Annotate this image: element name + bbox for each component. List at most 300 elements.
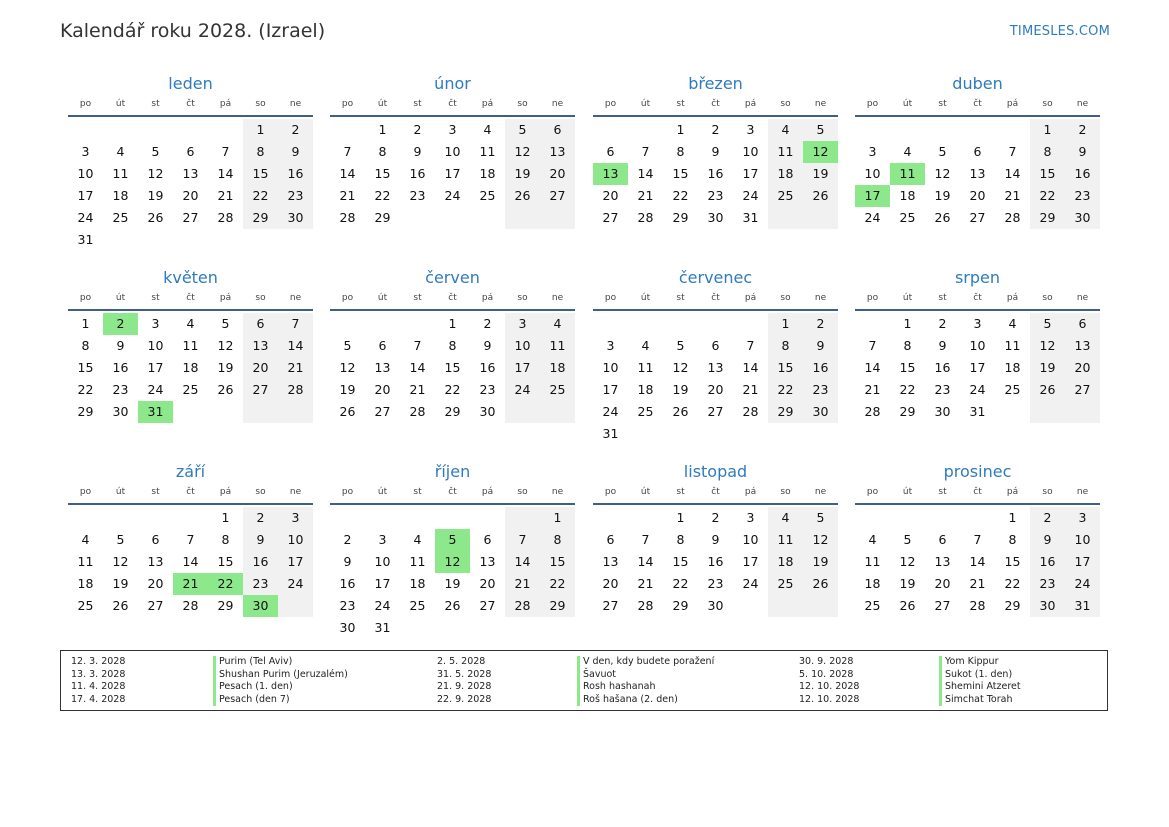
empty-cell	[768, 595, 803, 617]
day-cell: 8	[448, 338, 457, 353]
day-cell: 10	[374, 554, 391, 569]
day-cell: 27	[374, 404, 391, 419]
day-cell: 17	[505, 357, 540, 379]
days-grid	[330, 119, 575, 229]
weekday-label: st	[151, 99, 160, 109]
day-cell: 20	[969, 188, 986, 203]
month-6	[330, 267, 575, 423]
legend-holiday-name: Purim (Tel Aviv)	[213, 656, 292, 669]
day-cell: 16	[934, 360, 951, 375]
day-cell: 6	[540, 119, 575, 141]
weekday-label: st	[151, 293, 160, 303]
legend-date: 13. 3. 2028	[71, 668, 126, 680]
day-cell: 11	[182, 338, 199, 353]
day-cell: 6	[243, 313, 278, 335]
empty-cell	[435, 507, 470, 529]
empty-cell	[593, 119, 628, 141]
day-cell: 16	[1065, 163, 1100, 185]
weekday-label: po	[79, 487, 92, 497]
day-cell: 24	[602, 404, 619, 419]
day-cell: 5	[676, 338, 685, 353]
day-cell: 22	[768, 379, 803, 401]
day-cell: 19	[1030, 357, 1065, 379]
day-cell: 3	[448, 122, 457, 137]
day-cell: 26	[112, 598, 129, 613]
day-cell: 2	[1065, 119, 1100, 141]
day-cell: 9	[483, 338, 492, 353]
weekday-label: po	[341, 487, 354, 497]
day-cell: 23	[707, 576, 724, 591]
day-cell: 18	[112, 188, 129, 203]
day-cell: 9	[413, 144, 422, 159]
weekday-header	[593, 291, 838, 311]
day-cell: 26	[217, 382, 234, 397]
day-cell: 24	[742, 576, 759, 591]
weekday-label: so	[255, 487, 266, 497]
day-cell: 30	[707, 598, 724, 613]
day-cell: 24	[444, 188, 461, 203]
day-cell: 30	[339, 620, 356, 635]
day-cell: 13	[707, 360, 724, 375]
day-cell: 21	[339, 188, 356, 203]
empty-cell	[400, 507, 435, 529]
day-cell: 12	[803, 529, 838, 551]
day-cell: 2	[278, 119, 313, 141]
day-cell: 22	[899, 382, 916, 397]
weekday-label: út	[640, 99, 651, 109]
days-grid	[68, 507, 313, 617]
day-cell: 28	[505, 595, 540, 617]
month-name: červen	[425, 268, 480, 287]
day-cell: 28	[339, 210, 356, 225]
empty-cell	[278, 401, 313, 423]
day-cell: 23	[278, 185, 313, 207]
holiday-day-cell: 11	[890, 163, 925, 185]
holiday-day-cell: 31	[138, 401, 173, 423]
legend-date: 31. 5. 2028	[437, 668, 492, 680]
day-cell: 5	[803, 119, 838, 141]
day-cell: 3	[746, 510, 755, 525]
day-cell: 22	[444, 382, 461, 397]
day-cell: 12	[217, 338, 234, 353]
day-cell: 4	[903, 144, 912, 159]
day-cell: 5	[116, 532, 125, 547]
weekday-label: ne	[1076, 487, 1089, 497]
day-cell: 3	[973, 316, 982, 331]
day-cell: 23	[707, 188, 724, 203]
empty-cell	[628, 507, 663, 529]
day-cell: 19	[803, 163, 838, 185]
day-cell: 6	[606, 144, 615, 159]
day-cell: 21	[864, 382, 881, 397]
day-cell: 28	[182, 598, 199, 613]
empty-cell	[855, 507, 890, 529]
day-cell: 29	[540, 595, 575, 617]
day-cell: 25	[899, 210, 916, 225]
day-cell: 9	[1030, 529, 1065, 551]
day-cell: 4	[1008, 316, 1017, 331]
day-cell: 27	[540, 185, 575, 207]
day-cell: 15	[540, 551, 575, 573]
day-cell: 27	[969, 210, 986, 225]
day-cell: 14	[637, 166, 654, 181]
day-cell: 23	[243, 573, 278, 595]
legend-date: 12. 10. 2028	[799, 693, 860, 705]
weekday-label: čt	[711, 293, 720, 303]
empty-cell	[890, 119, 925, 141]
empty-cell	[628, 119, 663, 141]
day-cell: 24	[1065, 573, 1100, 595]
day-cell: 16	[243, 551, 278, 573]
empty-cell	[505, 401, 540, 423]
empty-cell	[208, 229, 243, 251]
day-cell: 2	[343, 532, 352, 547]
day-cell: 7	[278, 313, 313, 335]
day-cell: 18	[637, 382, 654, 397]
weekday-label: st	[676, 99, 685, 109]
weekday-header	[855, 485, 1100, 505]
holiday-day-cell: 21	[173, 573, 208, 595]
day-cell: 4	[768, 119, 803, 141]
weekday-label: čt	[973, 99, 982, 109]
empty-cell	[925, 119, 960, 141]
day-cell: 20	[243, 357, 278, 379]
weekday-label: ne	[551, 487, 564, 497]
day-cell: 29	[444, 404, 461, 419]
weekday-label: st	[413, 99, 422, 109]
days-grid	[68, 119, 313, 251]
day-cell: 10	[505, 335, 540, 357]
weekday-label: po	[604, 293, 617, 303]
day-cell: 13	[243, 335, 278, 357]
day-cell: 1	[540, 507, 575, 529]
day-cell: 26	[147, 210, 164, 225]
empty-cell	[698, 423, 733, 445]
day-cell: 8	[1030, 141, 1065, 163]
empty-cell	[628, 313, 663, 335]
day-cell: 26	[505, 185, 540, 207]
day-cell: 22	[1004, 576, 1021, 591]
weekday-label: ne	[551, 99, 564, 109]
weekday-header	[330, 291, 575, 311]
empty-cell	[278, 595, 313, 617]
day-cell: 15	[217, 554, 234, 569]
weekday-label: ne	[551, 293, 564, 303]
empty-cell	[173, 229, 208, 251]
day-cell: 3	[1065, 507, 1100, 529]
day-cell: 23	[1030, 573, 1065, 595]
weekday-label: pá	[1006, 99, 1019, 109]
weekday-label: so	[780, 293, 791, 303]
empty-cell	[470, 617, 505, 639]
month-11	[593, 461, 838, 617]
day-cell: 3	[278, 507, 313, 529]
day-cell: 7	[1008, 144, 1017, 159]
weekday-label: so	[517, 487, 528, 497]
day-cell: 23	[112, 382, 129, 397]
day-cell: 17	[77, 188, 94, 203]
empty-cell	[243, 229, 278, 251]
empty-cell	[470, 507, 505, 529]
day-cell: 6	[483, 532, 492, 547]
days-grid	[330, 507, 575, 639]
day-cell: 31	[77, 232, 94, 247]
day-cell: 12	[899, 554, 916, 569]
day-cell: 27	[182, 210, 199, 225]
day-cell: 29	[1004, 598, 1021, 613]
month-name: září	[175, 462, 206, 481]
day-cell: 27	[707, 404, 724, 419]
day-cell: 27	[934, 598, 951, 613]
weekday-label: út	[377, 487, 388, 497]
month-10	[330, 461, 575, 639]
weekday-label: út	[115, 99, 126, 109]
day-cell: 18	[864, 576, 881, 591]
day-cell: 5	[343, 338, 352, 353]
weekday-label: so	[255, 99, 266, 109]
legend-holiday-name: Yom Kippur	[939, 656, 998, 669]
day-cell: 19	[899, 576, 916, 591]
days-grid	[593, 313, 838, 445]
day-cell: 3	[81, 144, 90, 159]
day-cell: 16	[803, 357, 838, 379]
day-cell: 19	[147, 188, 164, 203]
day-cell: 14	[339, 166, 356, 181]
day-cell: 19	[112, 576, 129, 591]
holiday-day-cell: 17	[855, 185, 890, 207]
day-cell: 7	[641, 532, 650, 547]
day-cell: 4	[81, 532, 90, 547]
empty-cell	[540, 617, 575, 639]
empty-cell	[173, 401, 208, 423]
day-cell: 8	[1008, 532, 1017, 547]
day-cell: 24	[147, 382, 164, 397]
empty-cell	[470, 207, 505, 229]
days-grid	[593, 507, 838, 617]
day-cell: 29	[899, 404, 916, 419]
day-cell: 21	[505, 573, 540, 595]
day-cell: 1	[243, 119, 278, 141]
weekday-label: ne	[814, 99, 827, 109]
weekday-label: so	[1042, 293, 1053, 303]
day-cell: 24	[742, 188, 759, 203]
legend-holiday-name: Shemini Atzeret	[939, 681, 1021, 694]
empty-cell	[960, 119, 995, 141]
day-cell: 28	[969, 598, 986, 613]
day-cell: 29	[217, 598, 234, 613]
day-cell: 6	[378, 338, 387, 353]
weekday-label: po	[79, 99, 92, 109]
weekday-label: čt	[973, 487, 982, 497]
day-cell: 10	[969, 338, 986, 353]
day-cell: 23	[339, 598, 356, 613]
day-cell: 19	[339, 382, 356, 397]
legend-holiday-name: Shushan Purim (Jeruzalém)	[213, 669, 348, 682]
empty-cell	[995, 401, 1030, 423]
empty-cell	[173, 507, 208, 529]
weekday-header	[68, 97, 313, 117]
day-cell: 2	[803, 313, 838, 335]
day-cell: 14	[278, 335, 313, 357]
day-cell: 9	[938, 338, 947, 353]
day-cell: 8	[676, 532, 685, 547]
day-cell: 15	[672, 554, 689, 569]
day-cell: 26	[444, 598, 461, 613]
day-cell: 16	[707, 554, 724, 569]
weekday-label: pá	[1006, 487, 1019, 497]
legend-date: 5. 10. 2028	[799, 668, 854, 680]
weekday-label: po	[866, 99, 879, 109]
day-cell: 4	[413, 532, 422, 547]
empty-cell	[925, 507, 960, 529]
month-12	[855, 461, 1100, 617]
day-cell: 16	[112, 360, 129, 375]
day-cell: 18	[768, 551, 803, 573]
day-cell: 6	[973, 144, 982, 159]
day-cell: 17	[742, 166, 759, 181]
empty-cell	[803, 207, 838, 229]
day-cell: 23	[409, 188, 426, 203]
empty-cell	[698, 313, 733, 335]
day-cell: 11	[864, 554, 881, 569]
day-cell: 16	[1030, 551, 1065, 573]
weekday-label: ne	[1076, 293, 1089, 303]
day-cell: 3	[868, 144, 877, 159]
day-cell: 10	[444, 144, 461, 159]
day-cell: 19	[444, 576, 461, 591]
day-cell: 1	[1030, 119, 1065, 141]
day-cell: 30	[112, 404, 129, 419]
day-cell: 6	[711, 338, 720, 353]
day-cell: 1	[81, 316, 90, 331]
weekday-label: po	[604, 487, 617, 497]
day-cell: 9	[116, 338, 125, 353]
weekday-label: so	[780, 99, 791, 109]
weekday-label: st	[413, 487, 422, 497]
day-cell: 11	[540, 335, 575, 357]
day-cell: 7	[343, 144, 352, 159]
empty-cell	[768, 207, 803, 229]
weekday-label: so	[255, 293, 266, 303]
day-cell: 1	[448, 316, 457, 331]
empty-cell	[243, 401, 278, 423]
day-cell: 10	[742, 532, 759, 547]
weekday-label: st	[676, 487, 685, 497]
empty-cell	[855, 119, 890, 141]
weekday-label: čt	[186, 487, 195, 497]
day-cell: 29	[672, 210, 689, 225]
day-cell: 12	[147, 166, 164, 181]
weekday-label: po	[866, 293, 879, 303]
day-cell: 18	[182, 360, 199, 375]
empty-cell	[733, 423, 768, 445]
day-cell: 30	[1065, 207, 1100, 229]
empty-cell	[505, 617, 540, 639]
legend-holiday-name: Pesach (1. den)	[213, 681, 293, 694]
weekday-label: čt	[448, 487, 457, 497]
day-cell: 14	[505, 551, 540, 573]
day-cell: 7	[973, 532, 982, 547]
day-cell: 12	[672, 360, 689, 375]
day-cell: 24	[864, 210, 881, 225]
day-cell: 2	[413, 122, 422, 137]
day-cell: 25	[637, 404, 654, 419]
empty-cell	[505, 207, 540, 229]
day-cell: 20	[707, 382, 724, 397]
site-link[interactable]: TIMESLES.COM	[1009, 24, 1110, 39]
day-cell: 15	[672, 166, 689, 181]
day-cell: 23	[479, 382, 496, 397]
weekday-label: st	[676, 293, 685, 303]
day-cell: 7	[413, 338, 422, 353]
weekday-label: pá	[219, 487, 232, 497]
day-cell: 30	[934, 404, 951, 419]
day-cell: 24	[77, 210, 94, 225]
day-cell: 7	[505, 529, 540, 551]
weekday-header	[330, 97, 575, 117]
day-cell: 26	[339, 404, 356, 419]
legend-holiday-name: Pesach (den 7)	[213, 694, 290, 707]
month-name: listopad	[683, 462, 748, 481]
legend-date: 22. 9. 2028	[437, 693, 492, 705]
day-cell: 10	[147, 338, 164, 353]
weekday-label: út	[115, 487, 126, 497]
day-cell: 2	[243, 507, 278, 529]
day-cell: 15	[444, 360, 461, 375]
legend-holiday-name: Šavuot	[577, 669, 616, 682]
day-cell: 28	[637, 598, 654, 613]
day-cell: 25	[479, 188, 496, 203]
day-cell: 20	[182, 188, 199, 203]
day-cell: 23	[1065, 185, 1100, 207]
month-2	[330, 73, 575, 229]
weekday-label: st	[938, 293, 947, 303]
day-cell: 6	[1065, 313, 1100, 335]
day-cell: 7	[186, 532, 195, 547]
weekday-label: st	[938, 99, 947, 109]
weekday-label: út	[377, 99, 388, 109]
day-cell: 25	[1004, 382, 1021, 397]
empty-cell	[733, 313, 768, 335]
day-cell: 5	[1030, 313, 1065, 335]
day-cell: 4	[768, 507, 803, 529]
day-cell: 3	[151, 316, 160, 331]
day-cell: 30	[1030, 595, 1065, 617]
day-cell: 21	[278, 357, 313, 379]
weekday-label: út	[640, 487, 651, 497]
day-cell: 16	[278, 163, 313, 185]
day-cell: 20	[602, 188, 619, 203]
day-cell: 13	[479, 554, 496, 569]
day-cell: 21	[637, 188, 654, 203]
day-cell: 20	[1065, 357, 1100, 379]
day-cell: 1	[1008, 510, 1017, 525]
weekday-label: pá	[481, 487, 494, 497]
empty-cell	[628, 423, 663, 445]
weekday-label: út	[377, 293, 388, 303]
weekday-label: ne	[814, 487, 827, 497]
weekday-label: po	[604, 99, 617, 109]
day-cell: 8	[243, 141, 278, 163]
weekday-header	[593, 485, 838, 505]
day-cell: 16	[479, 360, 496, 375]
day-cell: 12	[505, 141, 540, 163]
month-8	[855, 267, 1100, 423]
empty-cell	[400, 313, 435, 335]
days-grid	[68, 313, 313, 423]
month-4	[855, 73, 1100, 229]
day-cell: 21	[217, 188, 234, 203]
